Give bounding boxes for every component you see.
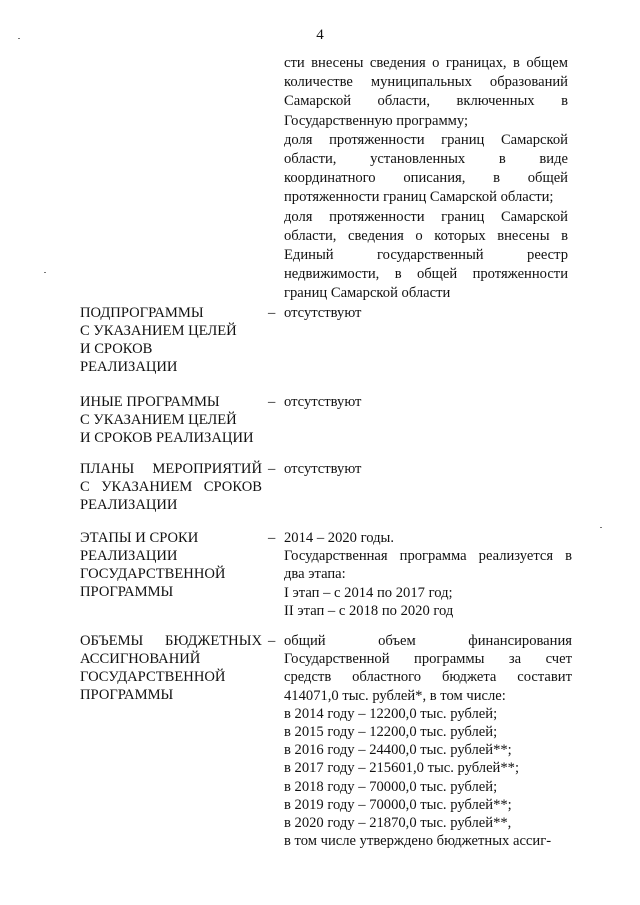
- continued-indicators-text: [284, 54, 568, 304]
- label-line: ГОСУДАРСТВЕННОЙ: [80, 669, 226, 685]
- value-line: Государственная программа реализуется в: [284, 548, 572, 565]
- indicator-paragraph: доля протяженности границ Самарской области, установленных в виде координатного описания, в общей протяженности границ Самарской области;: [284, 131, 568, 206]
- value-line: средств областного бюджета составит: [284, 669, 572, 686]
- label-line: ЭТАПЫ И СРОКИ: [80, 530, 199, 546]
- label-line: ГОСУДАРСТВЕННОЙ: [80, 566, 226, 582]
- section-stages-timeline: [80, 529, 570, 625]
- value-line: в 2014 году – 12200,0 тыс. рублей;: [284, 705, 498, 722]
- value-line: отсутствуют: [284, 305, 362, 321]
- section-value: [284, 632, 572, 850]
- value-line: два этапа:: [284, 566, 346, 583]
- label-line: С УКАЗАНИЕМ СРОКОВ: [80, 479, 262, 495]
- label-line: РЕАЛИЗАЦИИ: [80, 548, 178, 564]
- dash-separator: –: [268, 305, 276, 321]
- value-line: II этап – с 2018 по 2020 год: [284, 602, 454, 619]
- dash-separator: –: [268, 530, 276, 546]
- label-line: ПОДПРОГРАММЫ: [80, 305, 204, 321]
- value-line: отсутствуют: [284, 461, 362, 477]
- value-line: I этап – с 2014 по 2017 год;: [284, 584, 453, 601]
- section-label: [80, 304, 262, 376]
- label-line: С УКАЗАНИЕМ ЦЕЛЕЙ: [80, 323, 237, 339]
- scan-mark: [600, 527, 602, 528]
- label-line: С УКАЗАНИЕМ ЦЕЛЕЙ: [80, 412, 237, 428]
- label-line: ОБЪЕМЫ БЮДЖЕТНЫХ: [80, 633, 262, 649]
- value-line: в 2018 году – 70000,0 тыс. рублей;: [284, 778, 498, 795]
- label-line: АССИГНОВАНИЙ: [80, 651, 201, 667]
- section-other-programs: [80, 393, 570, 451]
- label-line: РЕАЛИЗАЦИИ: [80, 359, 178, 375]
- value-line: в 2016 году – 24400,0 тыс. рублей**;: [284, 742, 512, 759]
- value-line: в 2017 году – 215601,0 тыс. рублей**;: [284, 760, 520, 777]
- value-line: в 2020 году – 21870,0 тыс. рублей**,: [284, 815, 512, 832]
- section-label: [80, 460, 262, 514]
- value-line: Государственной программы за счет: [284, 651, 572, 668]
- dash-separator: –: [268, 461, 276, 477]
- indicator-paragraph: сти внесены сведения о границах, в общем количестве муниципальных образований Самарской области, включенных в Государственную программу;: [284, 55, 568, 129]
- section-label: [80, 393, 262, 447]
- label-line: ПРОГРАММЫ: [80, 584, 174, 600]
- section-subprograms: [80, 304, 570, 380]
- label-line: РЕАЛИЗАЦИИ: [80, 497, 178, 513]
- value-line: 2014 – 2020 годы.: [284, 530, 394, 546]
- scan-mark: [44, 272, 46, 273]
- section-action-plans: [80, 460, 570, 518]
- label-line: ПРОГРАММЫ: [80, 687, 174, 703]
- value-line: общий объем финансирования: [284, 633, 572, 649]
- indicator-paragraph: доля протяженности границ Самарской области, сведения о которых внесены в Единый государственный реестр недвижимости, в общей протяженности границ Самарской области: [284, 208, 568, 302]
- label-line: ИНЫЕ ПРОГРАММЫ: [80, 394, 220, 410]
- section-value: [284, 529, 572, 620]
- label-line: ПЛАНЫ МЕРОПРИЯТИЙ: [80, 461, 262, 477]
- section-value: [284, 393, 572, 411]
- label-line: И СРОКОВ РЕАЛИЗАЦИИ: [80, 430, 254, 446]
- value-line: отсутствуют: [284, 394, 362, 410]
- section-label: [80, 632, 262, 704]
- dash-separator: –: [268, 394, 276, 410]
- value-line: 414071,0 тыс. рублей*, в том числе:: [284, 687, 506, 704]
- section-label: [80, 529, 262, 601]
- section-value: [284, 304, 572, 322]
- value-line: в том числе утверждено бюджетных ассиг-: [284, 833, 552, 850]
- page-number: 4: [316, 27, 324, 43]
- value-line: в 2015 году – 12200,0 тыс. рублей;: [284, 724, 498, 741]
- dash-separator: –: [268, 633, 276, 649]
- section-value: [284, 460, 572, 478]
- value-line: в 2019 году – 70000,0 тыс. рублей**;: [284, 796, 512, 813]
- section-budget-allocations: [80, 632, 570, 862]
- label-line: И СРОКОВ: [80, 341, 153, 357]
